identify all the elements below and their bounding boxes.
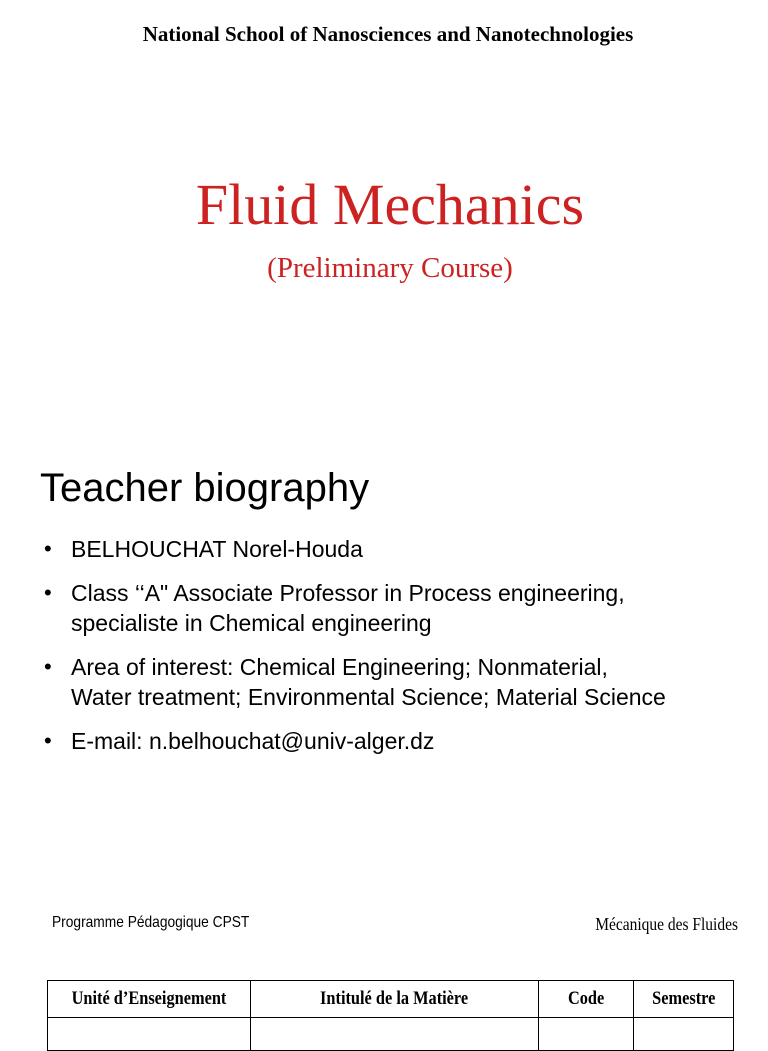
biography-item-email [0,726,768,756]
program-table [47,980,734,1051]
column-header-label: Semestre [651,988,716,1009]
biography-item-text: E-mail: n.belhouchat@univ-alger.dz [71,728,435,754]
column-header-code [539,981,634,1018]
table-header-row [48,981,734,1018]
bullet-icon: • [44,580,52,605]
biography-item-text: BELHOUCHAT Norel-Houda [71,536,363,562]
column-header-semester [634,981,734,1018]
column-header-subject [251,981,539,1018]
column-header-label: Code [567,988,605,1009]
column-header-label: Intitulé de la Matière [320,988,469,1009]
section-heading-teacher-biography: Teacher biography [40,466,370,510]
biography-item-text-continued: specialiste in Chemical engineering [71,610,432,636]
bullet-icon: • [44,728,52,753]
bullet-icon: • [44,654,52,679]
biography-item-interests [0,652,768,712]
biography-item-text: Class ‘‘A" Associate Professor in Process engineering, [71,580,625,606]
column-header-unit [48,981,251,1018]
course-subtitle: (Preliminary Course) [267,252,513,284]
table-cell [634,1018,734,1051]
biography-item-name [0,534,768,564]
biography-item-text: Area of interest: Chemical Engineering; Nonmaterial, [71,654,608,680]
table-cell [251,1018,539,1051]
bullet-icon: • [44,536,52,561]
course-title: Fluid Mechanics [195,172,585,237]
table-row [48,1018,734,1051]
subject-label: Mécanique des Fluides [595,914,738,934]
column-header-label: Unité d’Enseignement [71,988,227,1009]
biography-item-position [0,578,768,638]
biography-item-text-continued: Water treatment; Environmental Science; Material Science [71,684,666,710]
program-label: Programme Pédagogique CPST [52,914,250,931]
table-cell [539,1018,634,1051]
table-cell [48,1018,251,1051]
institution-name: National School of Nanosciences and Nanotechnologies [142,22,634,46]
biography-list [0,534,768,770]
